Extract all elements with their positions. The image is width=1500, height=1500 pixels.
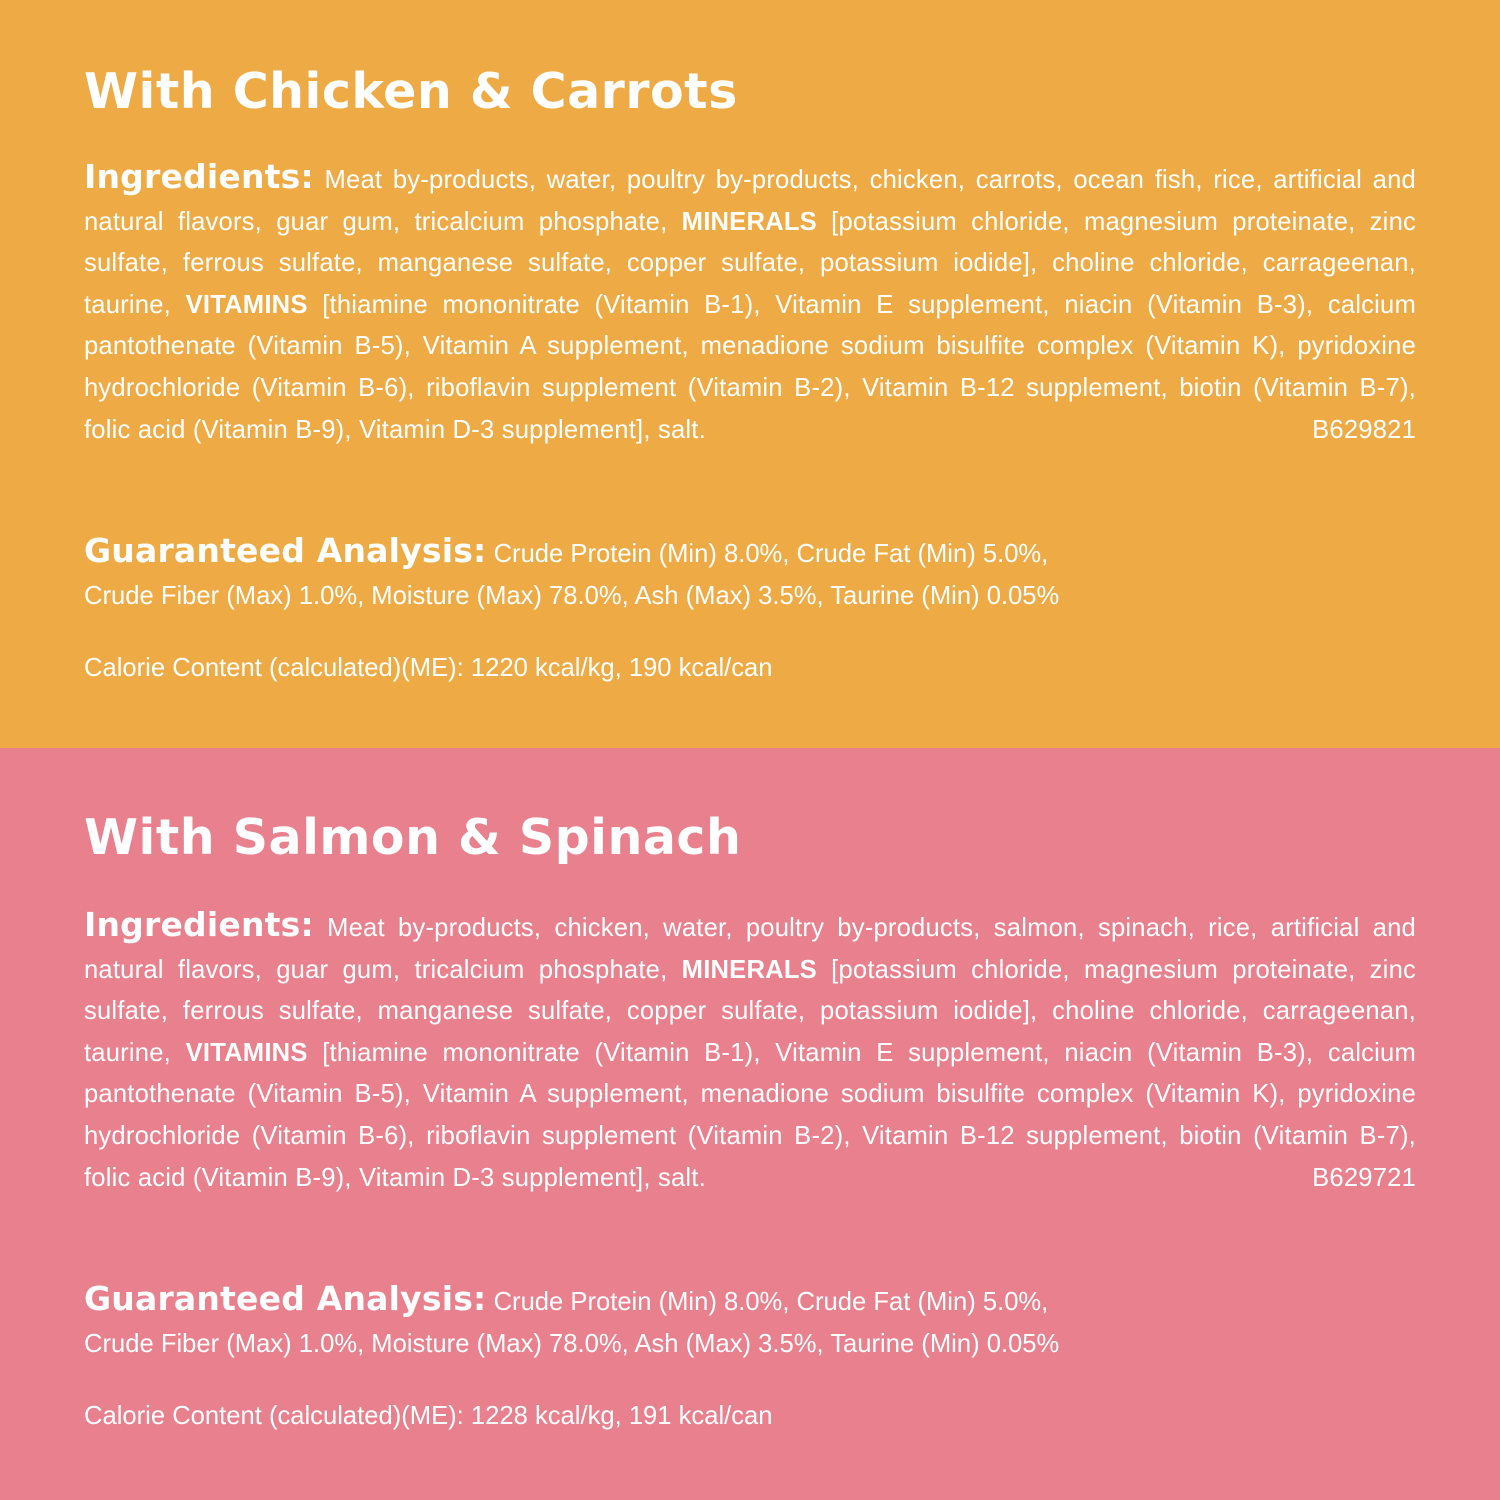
salmon-ingredients [84,904,1416,1199]
chicken-ingredients [84,156,1416,451]
ingredients-text-part2: [potassium chloride, magnesium proteinate, zinc sulfate, ferrous sulfate, manganese sulfate, copper sulfate, potassium iodide], choline chloride, carrageenan, taurine, [84,207,1416,319]
analysis-heading: Guaranteed Analysis: [84,531,487,570]
chicken-guaranteed-analysis [84,530,1416,617]
vitamins-label: VITAMINS [185,290,308,319]
ingredients-text-part2: [potassium chloride, magnesium proteinate, zinc sulfate, ferrous sulfate, manganese sulfate, copper sulfate, potassium iodide], choline chloride, carrageenan, taurine, [84,955,1416,1067]
ingredients-text-part3: [thiamine mononitrate (Vitamin B-1), Vitamin E supplement, niacin (Vitamin B-3), calcium pantothenate (Vitamin B-5), Vitamin A supplement, menadione sodium bisulfite complex (Vitamin K), pyridoxine hydrochloride (Vitamin B-6), riboflavin supplement (Vitamin B-2), Vitamin B-12 supplement, biotin (Vitamin B-7), folic acid (Vitamin B-9), Vitamin D-3 supplement], salt. [84,1038,1416,1192]
salmon-calorie-content: Calorie Content (calculated)(ME): 1228 kcal/kg, 191 kcal/can [84,1402,773,1430]
lot-code: B629821 [1312,415,1416,444]
minerals-label: MINERALS [681,955,817,984]
ingredients-heading: Ingredients: [84,905,314,944]
minerals-label: MINERALS [681,207,817,236]
salmon-spinach-panel [0,748,1500,1500]
chicken-carrots-title: With Chicken & Carrots [84,63,738,120]
ingredients-text-part1: Meat by-products, chicken, water, poultry by-products, salmon, spinach, rice, artificial and natural flavors, guar gum, tricalcium phosphate, [84,914,1416,984]
salmon-spinach-title: With Salmon & Spinach [84,809,742,866]
chicken-calorie-content: Calorie Content (calculated)(ME): 1220 kcal/kg, 190 kcal/can [84,654,773,682]
vitamins-label: VITAMINS [185,1038,308,1067]
salmon-guaranteed-analysis [84,1278,1416,1365]
analysis-line-1: Crude Protein (Min) 8.0%, Crude Fat (Min) 5.0%, [486,540,1049,568]
ingredients-heading: Ingredients: [84,157,314,196]
ingredients-text-part1: Meat by-products, water, poultry by-products, chicken, carrots, ocean fish, rice, artificial and natural flavors, guar gum, tricalcium phosphate, [84,166,1416,236]
chicken-carrots-panel [0,0,1500,748]
ingredients-text-part3: [thiamine mononitrate (Vitamin B-1), Vitamin E supplement, niacin (Vitamin B-3), calcium pantothenate (Vitamin B-5), Vitamin A supplement, menadione sodium bisulfite complex (Vitamin K), pyridoxine hydrochloride (Vitamin B-6), riboflavin supplement (Vitamin B-2), Vitamin B-12 supplement, biotin (Vitamin B-7), folic acid (Vitamin B-9), Vitamin D-3 supplement], salt. [84,290,1416,444]
analysis-line-2: Crude Fiber (Max) 1.0%, Moisture (Max) 78.0%, Ash (Max) 3.5%, Taurine (Min) 0.05% [84,581,1060,610]
lot-code: B629721 [1312,1163,1416,1192]
analysis-line-1: Crude Protein (Min) 8.0%, Crude Fat (Min) 5.0%, [486,1288,1049,1316]
analysis-line-2: Crude Fiber (Max) 1.0%, Moisture (Max) 78.0%, Ash (Max) 3.5%, Taurine (Min) 0.05% [84,1329,1060,1358]
analysis-heading: Guaranteed Analysis: [84,1279,487,1318]
